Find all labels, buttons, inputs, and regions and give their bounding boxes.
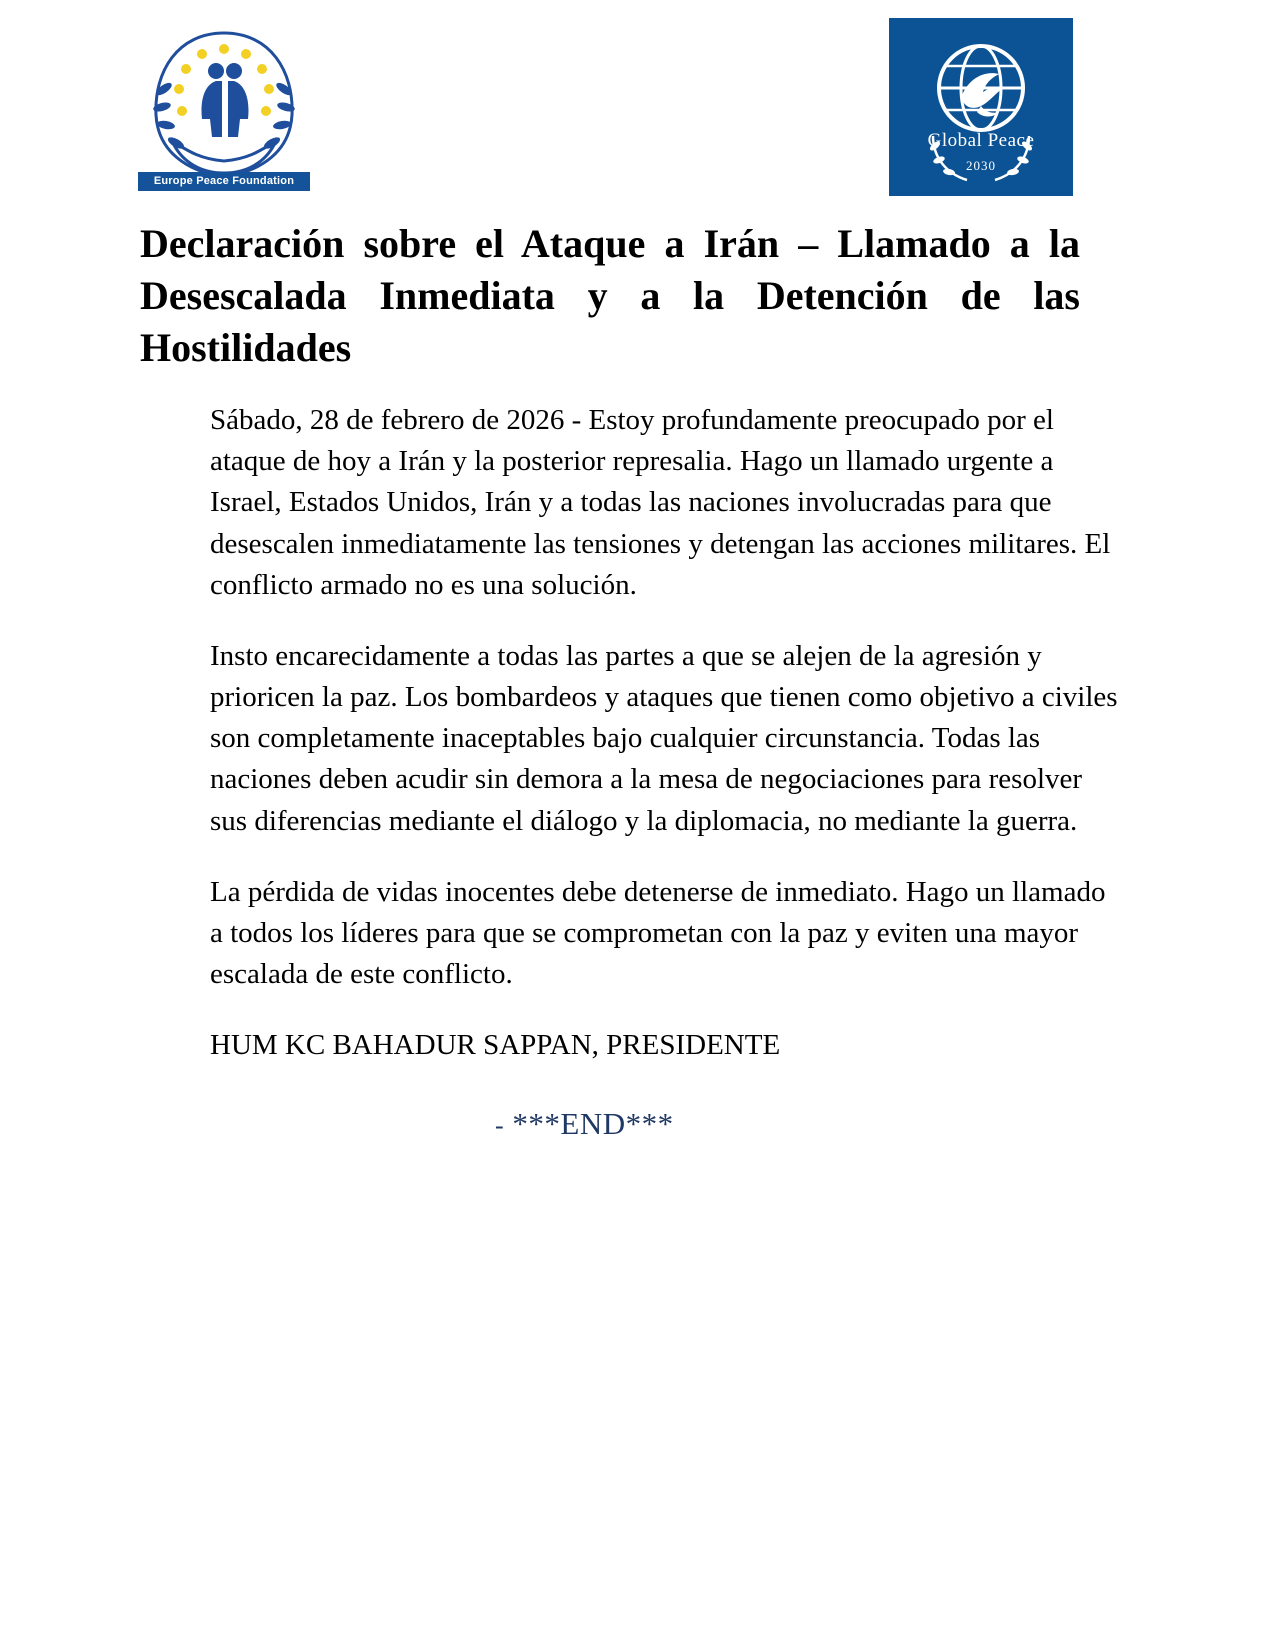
paragraph-2: Insto encarecidamente a todas las partes a que se alejen de la agresión y prioricen la paz. Los bombardeos y ataques que tienen como objetivo a civiles son completamente inaceptables bajo cualquier circunstancia. Todas las naciones deben acudir sin demora a la mesa de negociaciones para resolver sus diferencias mediante el diálogo y la diplomacia, no mediante la guerra.	[210, 639, 1118, 837]
paragraph-1: Sábado, 28 de febrero de 2026 - Estoy profundamente preocupado por el ataque de hoy a Irán y la posterior represalia. Hago un llamado urgente a Israel, Estados Unidos, Irán y a todas las naciones involucradas para que desescalen inmediatamente las tensiones y detengan las acciones militares. El conflicto armado no es una solución.	[210, 404, 1111, 601]
signature-line: HUM KC BAHADUR SAPPAN, PRESIDENTE	[210, 1029, 781, 1062]
paragraph-3: La pérdida de vidas inocentes debe detenerse de inmediato. Hago un llamado a todos los líderes para que se comprometan con la paz y eviten una mayor escalada de este conflicto.	[210, 875, 1106, 991]
header-logo-row	[0, 0, 1275, 200]
europe-peace-foundation-logo	[137, 18, 311, 198]
epf-logo-frame	[138, 19, 310, 197]
end-marker-line	[210, 1106, 1125, 1142]
epf-logo-caption: Europe Peace Foundation	[138, 172, 310, 191]
end-marker: ***END***	[512, 1106, 674, 1142]
page-title: Declaración sobre el Ataque a Irán – Llamado a la Desescalada Inmediata y a la Detención de las Hostilidades	[140, 221, 1080, 370]
global-peace-year: 2030	[966, 158, 996, 173]
end-dash: -	[495, 1111, 505, 1141]
global-peace-caption: Global Peace	[927, 130, 1035, 151]
global-peace-2030-logo	[889, 18, 1073, 196]
epf-logo-icon	[138, 19, 310, 197]
document-body	[0, 374, 1275, 1142]
